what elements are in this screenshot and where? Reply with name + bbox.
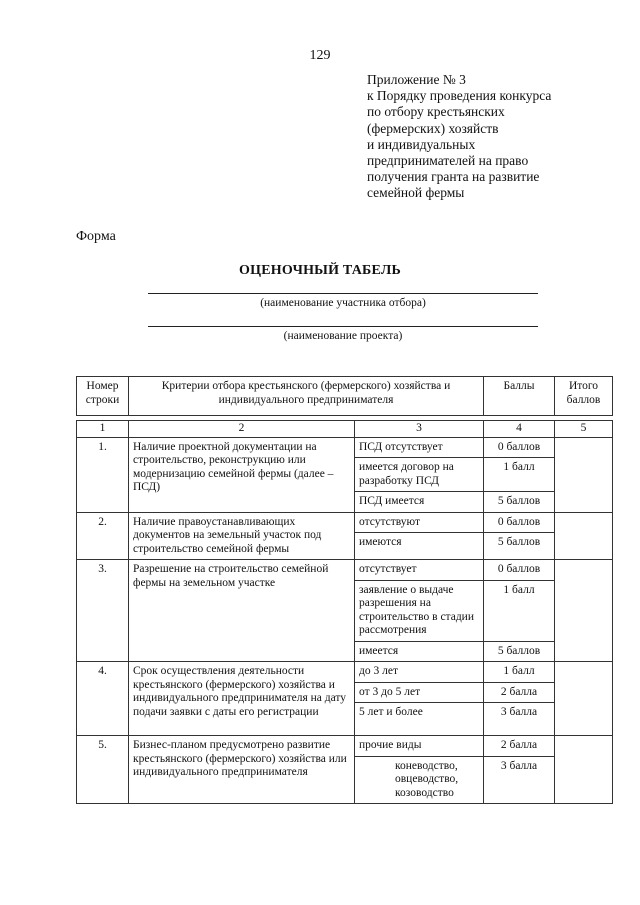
row-number: 2. (77, 512, 129, 560)
header-row-number: Номер строки (77, 377, 129, 416)
evaluation-table (76, 376, 613, 804)
option-points: 0 баллов (484, 512, 555, 533)
table-row (77, 560, 613, 581)
participant-name-line (148, 293, 538, 294)
option-points: 5 баллов (484, 492, 555, 513)
column-number: 4 (484, 421, 555, 438)
table-row (77, 736, 613, 757)
appendix-line: к Порядку проведения конкурса (367, 88, 552, 104)
option-text: прочие виды (355, 736, 484, 757)
participant-name-caption: (наименование участника отбора) (260, 297, 426, 309)
option-points: 0 баллов (484, 437, 555, 458)
document-title: ОЦЕНОЧНЫЙ ТАБЕЛЬ (239, 263, 401, 278)
criterion-text: Разрешение на строительство семейной фермы на земельном участке (129, 560, 355, 662)
appendix-line: и индивидуальных (367, 136, 476, 152)
option-text: от 3 до 5 лет (355, 682, 484, 703)
criterion-text: Бизнес-планом предусмотрено развитие крестьянского (фермерского) хозяйства или индивидуального предпринимателя (129, 736, 355, 804)
option-points: 3 балла (484, 756, 555, 804)
header-points: Баллы (484, 377, 555, 416)
total-cell (555, 437, 613, 512)
column-number: 5 (555, 421, 613, 438)
option-points: 5 баллов (484, 533, 555, 560)
appendix-line: по отбору крестьянских (367, 104, 505, 120)
form-label: Форма (76, 229, 116, 244)
option-text: имеется (355, 641, 484, 662)
option-text: ПСД имеется (355, 492, 484, 513)
row-number: 1. (77, 437, 129, 512)
option-text: имеется договор на разработку ПСД (355, 458, 484, 492)
table-row (77, 662, 613, 683)
option-points: 1 балл (484, 458, 555, 492)
appendix-line: получения гранта на развитие (367, 169, 540, 185)
total-cell (555, 662, 613, 736)
column-number: 3 (355, 421, 484, 438)
option-points: 1 балл (484, 580, 555, 641)
option-points: 2 балла (484, 682, 555, 703)
total-cell (555, 736, 613, 804)
row-number: 5. (77, 736, 129, 804)
appendix-line: Приложение № 3 (367, 72, 466, 87)
page-number: 129 (309, 48, 331, 63)
header-total: Итого баллов (555, 377, 613, 416)
appendix-line: семейной фермы (367, 185, 465, 201)
option-text: отсутствуют (355, 512, 484, 533)
appendix-block (367, 72, 617, 202)
criterion-text: Наличие правоустанавливающих документов на земельный участок под строительство семейной фермы (129, 512, 355, 560)
option-text: ПСД отсутствует (355, 437, 484, 458)
option-text: коневодство, овцеводство, козоводство (355, 756, 484, 804)
column-number-row (77, 421, 613, 438)
option-text: 5 лет и более (355, 703, 484, 736)
appendix-line: предпринимателей на право (367, 153, 529, 169)
criterion-text: Наличие проектной документации на строительство, реконструкцию или модернизацию семейной фермы (далее – ПСД) (129, 437, 355, 512)
table-row (77, 512, 613, 533)
option-points: 3 балла (484, 703, 555, 736)
row-number: 3. (77, 560, 129, 662)
project-name-line (148, 326, 538, 327)
option-points: 1 балл (484, 662, 555, 683)
table-row (77, 437, 613, 458)
option-text: до 3 лет (355, 662, 484, 683)
column-number: 2 (129, 421, 355, 438)
option-points: 5 баллов (484, 641, 555, 662)
column-number: 1 (77, 421, 129, 438)
row-number: 4. (77, 662, 129, 736)
option-text: отсутствует (355, 560, 484, 581)
option-text: имеются (355, 533, 484, 560)
table-header-row (77, 377, 613, 416)
total-cell (555, 560, 613, 662)
option-text: заявление о выдаче разрешения на строительство в стадии рассмотрения (355, 580, 484, 641)
project-name-caption: (наименование проекта) (283, 330, 403, 342)
header-criteria: Критерии отбора крестьянского (фермерского) хозяйства и индивидуального предпринимателя (129, 377, 484, 416)
criterion-text: Срок осуществления деятельности крестьянского (фермерского) хозяйства и индивидуального предпринимателя на дату подачи заявки с даты его регистрации (129, 662, 355, 736)
appendix-line: (фермерских) хозяйств (367, 120, 499, 136)
option-points: 2 балла (484, 736, 555, 757)
option-points: 0 баллов (484, 560, 555, 581)
total-cell (555, 512, 613, 560)
